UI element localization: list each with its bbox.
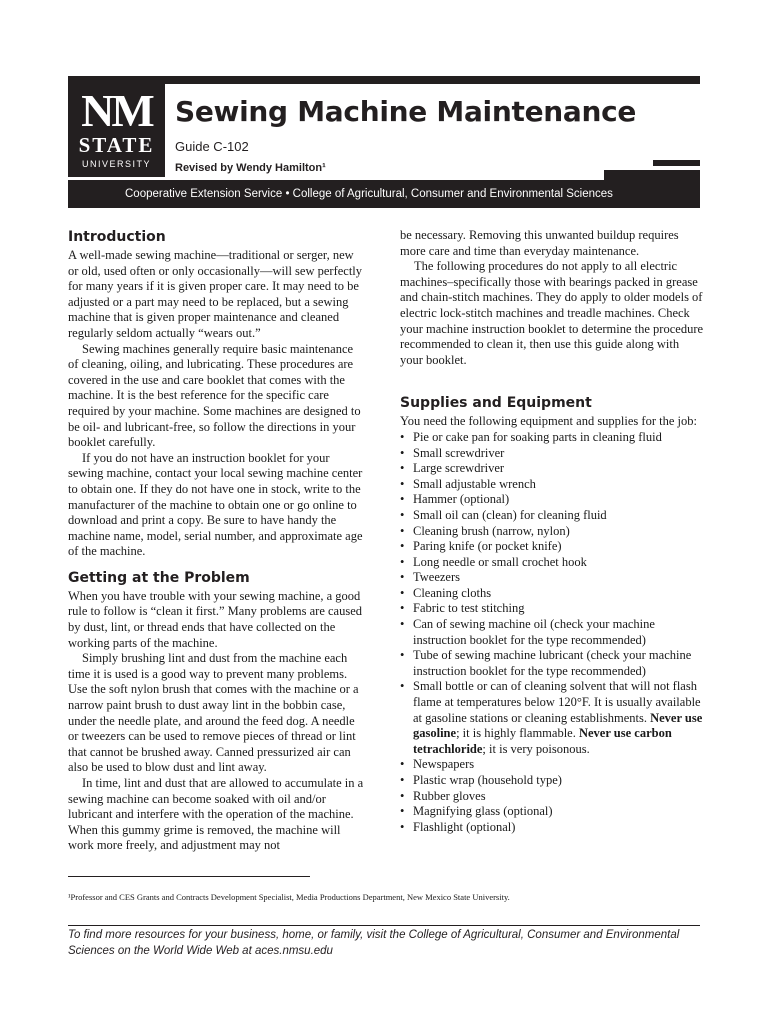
problem-paragraph: In time, lint and dust that are allowed to accumulate in a sewing machine can become soaked with oil and/or lubricant and interfere with the operation of the machine. When this gummy grime is removed, the machine will work more freely, and adjustment may not [68,776,364,853]
introduction-paragraph: If you do not have an instruction booklet for your sewing machine, contact your local sewing machine center to obtain one. If they do not have one in stock, write to the manufacturer of the machine to obtain one or go online to download and print a copy. Be sure to have handy the machine name, model, serial number, and approximate age of the machine. [68,450,363,559]
list-item: • Cleaning cloths [400,585,492,600]
problem-heading: Getting at the Problem [68,569,250,586]
header-accent-bar [604,170,700,180]
page-title: Sewing Machine Maintenance [175,95,637,128]
list-item: • Long needle or small crochet hook [400,554,587,569]
introduction-heading: Introduction [68,229,166,245]
continued-paragraph: be necessary. Removing this unwanted buildup requires more care and time than everyday maintenance. [400,228,679,258]
header-top-rule [68,76,700,84]
supplies-intro: You need the following equipment and supplies for the job: [400,414,697,429]
procedures-paragraph: The following procedures do not apply to all electric machines–specifically those with bearings packed in grease and chain-stitch machines. They do apply to older models of electric lock-stitch machines and treadle machines. Check your machine instruction booklet to determine the procedure recommended to clean it, then use this guide along with your booklet. [400,259,704,367]
supplies-heading: Supplies and Equipment [400,395,592,412]
list-item: • Fabric to test stitching [400,601,525,616]
list-item: • Small adjustable wrench [400,476,536,491]
logo-university: UNIVERSITY [81,159,151,169]
list-item: • Hammer (optional) [400,492,510,507]
footnote: ¹Professor and CES Grants and Contracts Development Specialist, Media Productions Department, New Mexico State University. [68,892,510,902]
list-item: • Pie or cake pan for soaking parts in cleaning fluid [400,429,662,444]
list-item: • Can of sewing machine oil (check your machine instruction booklet for the type recommended) [400,617,655,647]
list-item: • Flashlight (optional) [400,819,516,834]
logo-state: STATE [78,133,155,157]
nmsu-logo [68,84,165,177]
list-item: • Small screwdriver [400,445,505,460]
footnote-rule [68,876,310,877]
logo-nm: NM [81,85,152,136]
list-item: • Small oil can (clean) for cleaning fluid [400,507,607,522]
list-item: • Tweezers [400,570,461,585]
list-item: • Plastic wrap (household type) [400,773,562,787]
list-item: • Large screwdriver [400,461,505,476]
list-item: • Magnifying glass (optional) [400,804,553,819]
resources-note: To find more resources for your business, home, or family, visit the College of Agricultural, Consumer and Environmental Sciences on the World Wide Web at aces.nmsu.edu [68,929,680,957]
revised-by: Revised by Wendy Hamilton¹ [175,162,326,174]
problem-paragraph: Simply brushing lint and dust from the machine each time it is used is a good way to prevent many problems. Use the soft nylon brush that comes with the machine or a narrow paint brush to dust away lint in the bobbin case, under the needle plate, and around the feed dog. A needle or tweezers can be used to remove pieces of thread or lint that cannot be brushed away. Canned pressurized air can also be used to blow dust and lint away. [68,651,359,775]
list-item-solvent: • Small bottle or can of cleaning solvent that will not flash flame at temperatures below 120°F. It is usually available at gasoline stations or cleaning establishments. Never use gasoline; it is highly flammable. Never use carbon tetrachloride; it is very poisonous. [400,679,703,756]
guide-number: Guide C-102 [175,139,249,154]
warning-carbon-tetrachloride: Never use carbon tetrachloride [413,726,672,756]
bottom-rule [68,925,700,926]
supplies-list [400,430,704,835]
introduction-paragraph: A well-made sewing machine—traditional or serger, new or old, used often or only occasionally—will sew perfectly for many years if it is given proper care. It may need to be adjusted or a part may need to be replaced, but a sewing machine that is given proper maintenance and cleaned regularly seldom actually “wears out.” [68,248,363,340]
header-band: Cooperative Extension Service • College of Agricultural, Consumer and Environmental Sciences [68,180,700,208]
list-item: • Newspapers [400,757,475,772]
problem-paragraph: When you have trouble with your sewing machine, a good rule to follow is “clean it first.” Many problems are caused by dust, lint, or thread ends that have collected on the working parts of the machine. [68,588,363,650]
list-item: • Paring knife (or pocket knife) [400,539,562,554]
introduction-paragraph: Sewing machines generally require basic maintenance of cleaning, oiling, and lubricating. These procedures are covered in the use and care booklet that comes with the machine. It is the best reference for the specific care required by your machine. Some machines are designed to be oil- and lubricant-free, so follow the directions in your booklet carefully. [68,341,361,450]
list-item: • Rubber gloves [400,788,486,803]
header-accent-bar [653,160,700,166]
list-item: • Tube of sewing machine lubricant (check your machine instruction booklet for the type recommended) [400,648,692,678]
left-column [68,228,364,854]
right-column [400,228,704,835]
warning-gasoline: Never use gasoline [413,710,703,741]
list-item: • Cleaning brush (narrow, nylon) [400,523,570,538]
